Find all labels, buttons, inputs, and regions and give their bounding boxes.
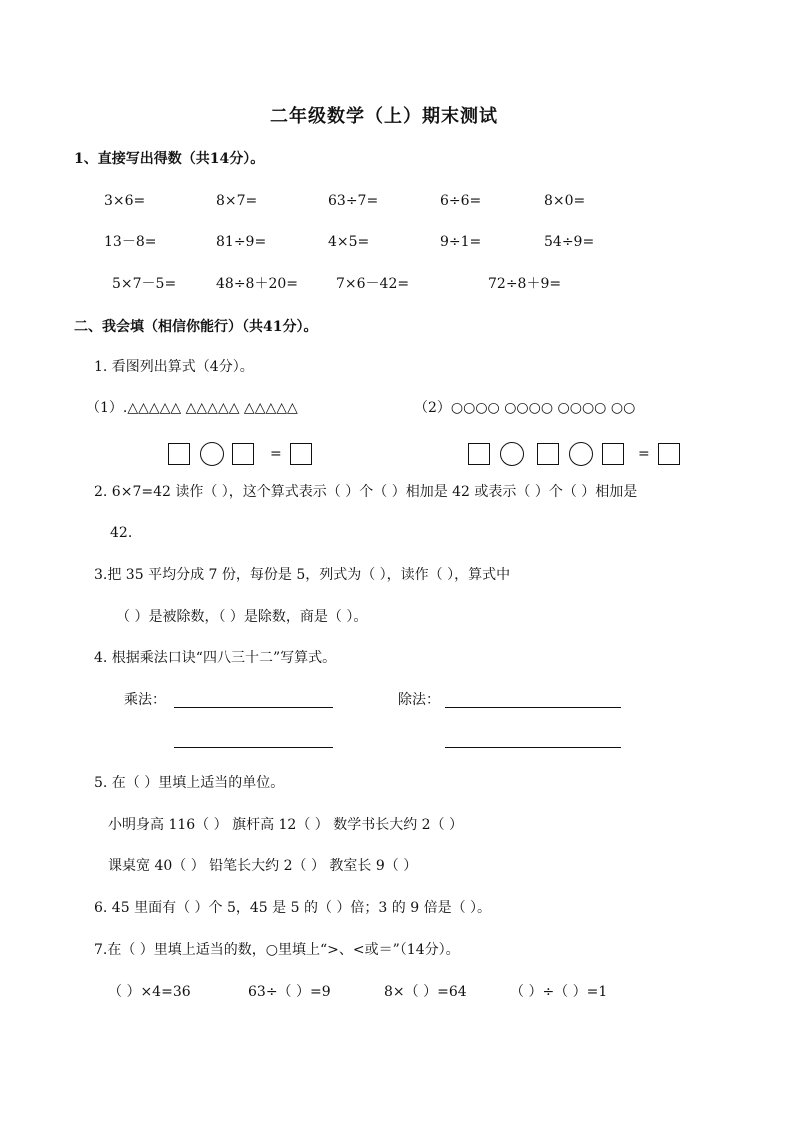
question-5: 5. 在（ ）里填上适当的单位。 bbox=[94, 775, 285, 791]
problem: 4×5= bbox=[328, 234, 370, 250]
answer-box[interactable] bbox=[658, 443, 680, 465]
section-2-heading: 二、我会填（相信你能行）（共41分）。 bbox=[74, 319, 318, 335]
answer-box[interactable] bbox=[290, 443, 312, 465]
problem: 54÷9= bbox=[544, 234, 595, 250]
question-3-line-1: 3.把 35 平均分成 7 份，每份是 5，列式为（ ），读作（ ），算式中 bbox=[94, 567, 511, 583]
problem: 6÷6= bbox=[440, 193, 482, 209]
question-7-item: （ ）÷（ ）=1 bbox=[510, 984, 608, 1000]
question-2-line-2: 42. bbox=[110, 525, 133, 541]
problem: 3×6= bbox=[104, 193, 146, 209]
question-7-item: （ ）×4=36 bbox=[108, 984, 191, 1000]
equals-sign: = bbox=[638, 446, 650, 462]
division-answer-line[interactable] bbox=[445, 747, 621, 748]
page-title: 二年级数学（上）期末测试 bbox=[270, 106, 498, 127]
equals-sign: = bbox=[270, 446, 282, 462]
problem: 7×6－42= bbox=[336, 276, 410, 292]
problem: 9÷1= bbox=[440, 234, 482, 250]
problem: 13－8= bbox=[104, 234, 157, 250]
answer-box[interactable] bbox=[232, 443, 254, 465]
question-2-line-1: 2. 6×7=42 读作（ ），这个算式表示（ ）个（ ）相加是 42 或表示（ ）个（ ）相加是 bbox=[94, 484, 638, 500]
answer-box[interactable] bbox=[537, 443, 559, 465]
answer-box[interactable] bbox=[602, 443, 624, 465]
division-answer-line[interactable] bbox=[445, 707, 621, 708]
question-3-line-2: （ ）是被除数，（ ）是除数，商是（ ）。 bbox=[116, 609, 368, 625]
problem: 48÷8＋20= bbox=[216, 276, 298, 292]
answer-box[interactable] bbox=[168, 443, 190, 465]
question-7-item: 63÷（ ）=9 bbox=[248, 984, 331, 1000]
question-5-line-1: 小明身高 116（ ） 旗杆高 12（ ） 数学书长大约 2（ ） bbox=[108, 817, 464, 833]
question-5-line-2: 课桌宽 40（ ） 铅笔长大约 2（ ） 教室长 9（ ） bbox=[108, 858, 418, 874]
division-label: 除法： bbox=[398, 692, 440, 708]
multiplication-answer-line[interactable] bbox=[174, 747, 333, 748]
problem: 63÷7= bbox=[328, 193, 379, 209]
problem: 81÷9= bbox=[216, 234, 267, 250]
operator-circle[interactable] bbox=[569, 442, 593, 466]
answer-box[interactable] bbox=[468, 443, 490, 465]
multiplication-label: 乘法： bbox=[124, 692, 166, 708]
question-4: 4. 根据乘法口诀“四八三十二”写算式。 bbox=[94, 650, 337, 666]
problem: 8×0= bbox=[544, 193, 586, 209]
triangle-figure-label: （1）.△△△△△ △△△△△ △△△△△ bbox=[86, 400, 298, 416]
question-6: 6. 45 里面有（ ）个 5，45 是 5 的（ ）倍；3 的 9 倍是（ ）。 bbox=[94, 900, 492, 916]
section-1-heading: 1、直接写出得数（共14分）。 bbox=[74, 151, 265, 167]
question-7: 7.在（ ）里填上适当的数，○里填上“>、<或＝”（14分）。 bbox=[94, 942, 460, 958]
problem: 72÷8＋9= bbox=[488, 276, 562, 292]
question-7-item: 8×（ ）=64 bbox=[384, 984, 467, 1000]
operator-circle[interactable] bbox=[500, 442, 524, 466]
circle-figure-label: （2）○○○○ ○○○○ ○○○○ ○○ bbox=[414, 400, 636, 416]
question-1: 1. 看图列出算式（4分）。 bbox=[94, 359, 254, 375]
problem: 5×7－5= bbox=[112, 276, 177, 292]
operator-circle[interactable] bbox=[200, 442, 224, 466]
problem: 8×7= bbox=[216, 193, 258, 209]
multiplication-answer-line[interactable] bbox=[174, 707, 333, 708]
